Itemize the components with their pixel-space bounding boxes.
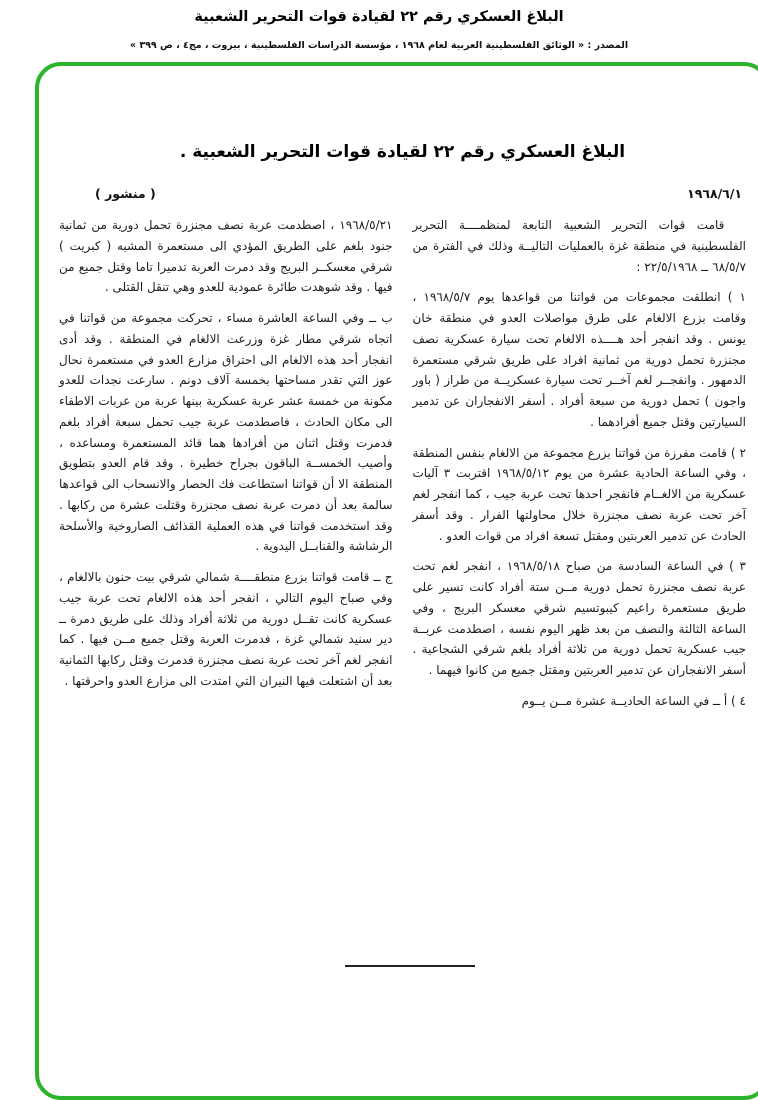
paragraph-item-2: ٢ ) قامت مفرزة من قواتنا بزرع مجموعة من الالغام بنفس المنطقة ، وفي الساعة الحادية عشرة من يوم ١٩٦٨/٥/١٢ اقتربت ٣ آليات عسكرية من الالغــام فانفجر احدها تحت عربة جيب ، كما انفجر لغم آخر تحت عربة نصف مجنزرة خلال محاولتها الفرار . وقد أسفر الحادث عن تدمير العربتين ومقتل تسعة افراد من قوات العدو .	[412, 445, 746, 543]
document-title: البلاغ العسكري رقم ٢٢ لقيادة قوات التحرير الشعبية .	[179, 142, 626, 162]
paragraph-item-3: ٣ ) في الساعة السادسة من صباح ١٩٦٨/٥/١٨ ، انفجر لغم تحت عربة نصف مجنزرة تحمل دورية مــن ستة أفراد كانت تسير على طريق مستعمرة راعيم كيبوتسيم شرقي معسكر البريج ، وفي الساعة الثالثة والنصف من بعد ظهر اليوم نفسه ، اصطدمت عربــة جيب عسكرية تحمل دورية من ثلاثة أفراد بلغم شرقي الشجاعية . أسفر الانفجاران عن تدمير العربتين ومقتل جميع من كانوا فيهما .	[412, 559, 746, 677]
date-row	[59, 186, 746, 201]
page-header	[0, 0, 758, 51]
column-left	[59, 215, 393, 722]
footer-rule	[345, 965, 475, 967]
paragraph-item-4c: ج ــ قامت قواتنا بزرع منطقــــة شمالي شرقي بيت حنون بالالغام ، وفي صباح اليوم التالي ، انفجر أحد هذه الالغام تحت عربة جيب عسكرية كانت تقــل دورية من ثلاثة أفراد وذلك على طريق دمرة ــ دير سنيد شمالي غزة ، فدمرت العربة وقتل جميع مــن فيها . كما انفجر لغم آخر تحت عربة نصف مجنزرة فدمرت وقتل ركابها الثمانية بعد أن اشتعلت فيها النيران التي امتدت الى مزارع العدو واحرقتها .	[59, 570, 393, 688]
paragraph-intro: قامت قوات التحرير الشعبية التابعة لمنظمــــة التحرير الفلسطينية في منطقة غزة بالعمليات التاليــة وذلك في الفترة من ٦٨/٥/٧ ــ ٢٢/٥/١٩٦٨ :	[412, 218, 746, 274]
column-right	[413, 215, 747, 722]
page-header-title: البلاغ العسكري رقم ٢٢ لقيادة قوات التحرير الشعبية	[194, 9, 564, 25]
paragraph-item-4b: ب ــ وفي الساعة العاشرة مساء ، تحركت مجموعة من قواتنا في اتجاه شرقي مطار غزة وزرعت الالغام في المنطقة . وقد أدى انفجار أحد هذه الالغام الى احتراق مزارع العدو في مستعمرة نحال عوز التي تقدر مساحتها بخمسة آلاف دونم . سارعت نجدات للعدو مكونة من خمسة عشر عربة عسكرية بينها عربة من عربات الاطفاء الى مكان الحادث ، فاصطدمت عربة جيب تحمل سبعة أفراد بلغم فدمرت وقتل اثنان من أفرادها هما قائد المستعمرة ومساعده ، وأصيب الخمســة الباقون بجراح خطيرة . وقد قام العدو بتطويق المنطقة الا أن قواتنا استطاعت فك الحصار والانسحاب الى قواعدها سالمة بعد أن دمرت عربة نصف مجنزرة وقتلت عشرة من ركابها . وقد استخدمت قواتنا في هذه العملية القذائف الصاروخية والأسلحة الرشاشة والقنابــل اليدوية .	[59, 311, 393, 554]
paragraph-item-4-start: ٤ ) أ ــ في الساعة الحاديــة عشرة مــن يــوم	[521, 693, 746, 708]
document-body	[59, 215, 746, 722]
publication-note: ( منشور )	[95, 186, 156, 201]
document-date: ١٩٦٨/٦/١	[687, 186, 742, 201]
document-frame	[35, 62, 758, 1100]
source-citation: المصدر : « الوثائق الفلسطينية العربية لعام ١٩٦٨ ، مؤسسة الدراسات الفلسطينية ، بيروت ، مج٤ ، ص ٣٩٩ »	[129, 40, 629, 51]
paragraph-item-4a-continued: ١٩٦٨/٥/٢١ ، اصطدمت عربة نصف مجنزرة تحمل دورية من ثمانية جنود بلغم على الطريق المؤدي الى مستعمرة المشبه ( كبريت ) شرقي معسكــر البريج وقد دمرت العربة تدميرا تاما وقتل جميع من فيها . وقد شوهدت طائرة عمودية للعدو وهي تنقل القتلى .	[59, 218, 393, 295]
paragraph-item-1: ١ ) انطلقت مجموعات من قواتنا من قواعدها يوم ١٩٦٨/٥/٧ ، وقامت بزرع الالغام على طرق مواصلات العدو في منطقة خان يونس . وقد انفجر أحد هــــذه الالغام تحت سيارة عسكرية نصف مجنزرة تحمل دورية من ثمانية افراد على طريق شرقي مستعمرة الدمهور . وانفجــر لغم آخــر تحت سيارة عسكريــة من طراز ( باور واجون ) تحمل دورية من سبعة أفراد . أسفر الانفجاران عن تدمير السيارتين وقتل جميع أفرادهما .	[412, 290, 746, 429]
